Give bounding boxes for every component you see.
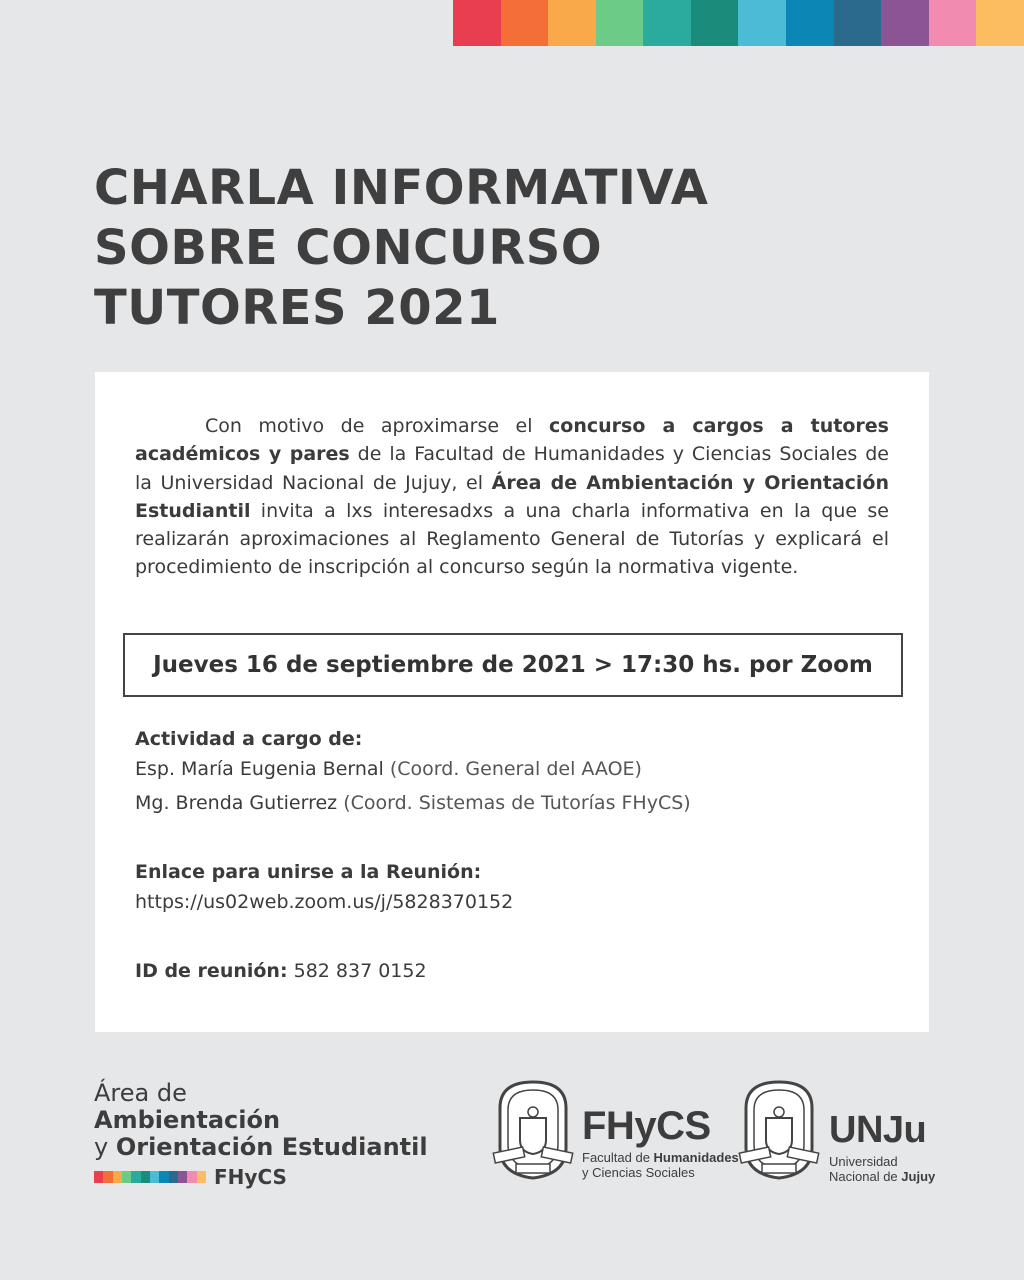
activity-section (135, 724, 691, 818)
unju-logo-title: UNJu (829, 1109, 927, 1151)
color-stripe-bar (453, 0, 1024, 46)
area-logo-tagline (94, 1165, 428, 1189)
area-logo-text: Orientación Estudiantil (115, 1133, 428, 1161)
title-line: CHARLA INFORMATIVA (94, 160, 709, 216)
intro-text: Con motivo de aproximarse el (205, 415, 550, 437)
organizer-role: (Coord. Sistemas de Tutorías FHyCS) (337, 792, 691, 814)
organizer-1 (135, 754, 691, 784)
link-section (135, 857, 513, 917)
title-line: TUTORES 2021 (94, 280, 500, 336)
mini-color-stripe (94, 1171, 206, 1183)
fhycs-logo-text: Humanidades (653, 1150, 739, 1165)
area-logo-line: Ambientación (94, 1106, 281, 1134)
area-logo (94, 1080, 428, 1189)
area-logo-text: y (94, 1133, 116, 1161)
intro-bold: Área de Ambientación y Orientación Estudiantil (135, 471, 890, 522)
fhycs-logo (582, 1106, 739, 1180)
unju-logo-subtitle (829, 1169, 935, 1184)
unju-logo-text: Nacional de (829, 1169, 902, 1184)
unju-logo-subtitle: Universidad (829, 1154, 898, 1169)
fhycs-logo-title: FHyCS (582, 1104, 711, 1148)
university-seal-icon (490, 1078, 576, 1182)
meeting-id-label: ID de reunión: (135, 960, 288, 982)
organizer-2 (135, 788, 691, 818)
info-card (95, 372, 929, 1032)
event-date: Jueves 16 de septiembre de 2021 > 17:30 hs. por Zoom (153, 652, 873, 678)
fhycs-logo-text: Facultad de (582, 1150, 654, 1165)
intro-text: invita a lxs interesadxs a una charla informativa en la que se realizarán aproximaciones al Reglamento General de Tutorías y explicará el procedimiento de inscripción al concurso según la normativa vigente. (135, 499, 889, 579)
unju-logo (829, 1110, 935, 1184)
meeting-id (135, 956, 427, 986)
organizer-name: Esp. María Eugenia Bernal (135, 758, 384, 780)
event-date-box (123, 633, 903, 697)
university-seal-icon (736, 1078, 822, 1182)
fhycs-logo-subtitle (582, 1150, 739, 1165)
meeting-id-value: 582 837 0152 (287, 960, 427, 982)
organizer-role: (Coord. General del AAOE) (383, 758, 642, 780)
title-line: SOBRE CONCURSO (94, 220, 603, 276)
area-logo-line (94, 1134, 428, 1161)
area-logo-tag: FHyCS (214, 1165, 287, 1189)
area-logo-line: Área de (94, 1079, 187, 1107)
activity-heading: Actividad a cargo de: (135, 728, 363, 750)
link-heading: Enlace para unirse a la Reunión: (135, 861, 482, 883)
unju-logo-text: Jujuy (901, 1169, 936, 1184)
organizer-name: Mg. Brenda Gutierrez (135, 792, 338, 814)
page-title (94, 158, 708, 338)
fhycs-logo-subtitle: y Ciencias Sociales (582, 1165, 695, 1180)
zoom-link[interactable]: https://us02web.zoom.us/j/5828370152 (135, 891, 514, 913)
intro-bold: concurso a cargos a tutores académicos y pares (135, 415, 889, 466)
intro-paragraph (135, 412, 889, 582)
intro-text: de la Facultad de Humanidades y Ciencias Sociales de la Universidad Nacional de Jujuy, el (135, 443, 889, 494)
